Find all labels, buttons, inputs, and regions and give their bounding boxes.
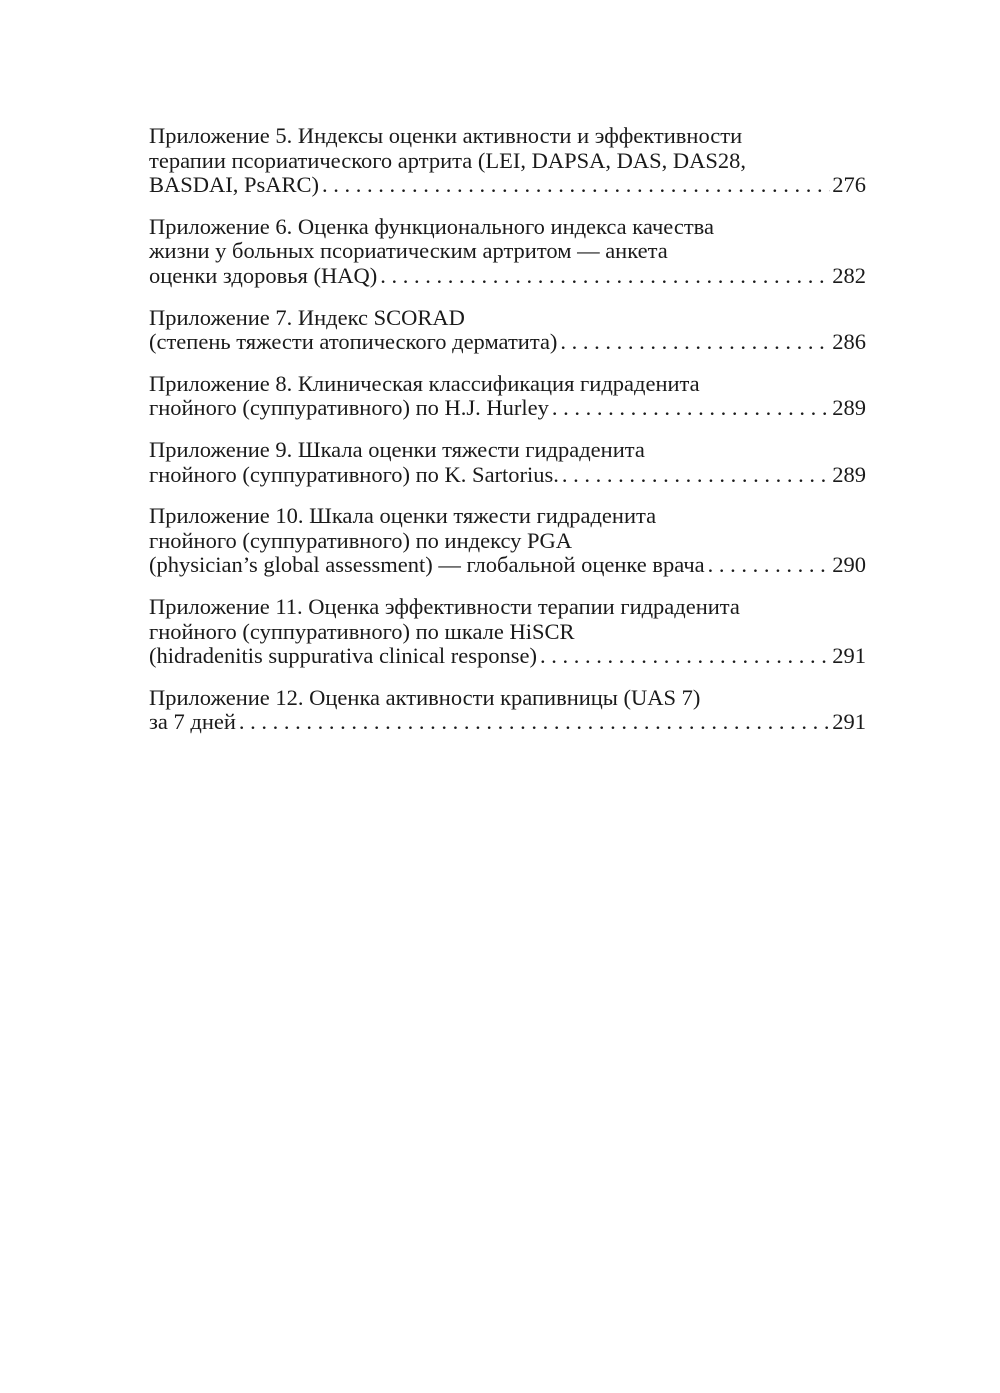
toc-entry-last-line <box>149 463 866 488</box>
toc-entry-text-line: гнойного (суппуративного) по K. Sartorius. <box>149 461 559 487</box>
toc-entry-text-line: оценки здоровья (HAQ) <box>149 262 378 288</box>
page-number: 276 <box>832 172 866 198</box>
page-number: 282 <box>832 262 866 288</box>
page-number: 291 <box>832 709 866 735</box>
toc-entry-appendix-11[interactable] <box>149 595 866 669</box>
table-of-contents <box>149 124 866 752</box>
toc-entry-text-line: гнойного (суппуративного) по H.J. Hurley <box>149 395 549 421</box>
toc-entry-appendix-12[interactable] <box>149 686 866 735</box>
dot-leader <box>380 264 830 289</box>
page-number: 289 <box>832 395 866 421</box>
toc-entry-last-line <box>149 710 866 735</box>
page-number: 290 <box>832 552 866 578</box>
toc-entry-text-line: Приложение 12. Оценка активности крапивницы (UAS 7) <box>149 684 701 710</box>
toc-entry-text-line: гнойного (суппуративного) по индексу PGA <box>149 527 573 553</box>
toc-entry-text-line: Приложение 5. Индексы оценки активности и эффективности <box>149 123 743 148</box>
toc-entry-text-line: Приложение 9. Шкала оценки тяжести гидраденита <box>149 436 645 462</box>
toc-entry-appendix-5[interactable] <box>149 124 866 198</box>
toc-entry-last-line <box>149 173 866 198</box>
dot-leader <box>540 644 830 669</box>
toc-entry-text-line: (степень тяжести атопического дерматита) <box>149 329 558 355</box>
toc-entry-appendix-7[interactable] <box>149 306 866 355</box>
toc-entry-last-line <box>149 553 866 578</box>
toc-entry-appendix-6[interactable] <box>149 215 866 289</box>
toc-entry-text-line: Приложение 6. Оценка функционального индекса качества <box>149 213 714 239</box>
toc-entry-last-line <box>149 644 866 669</box>
toc-entry-last-line <box>149 264 866 289</box>
page-number: 286 <box>832 329 866 355</box>
toc-entry-appendix-10[interactable] <box>149 504 866 578</box>
toc-entry-text-line: за 7 дней <box>149 709 236 735</box>
toc-entry-text-line: Приложение 8. Клиническая классификация гидраденита <box>149 370 700 396</box>
page-number: 289 <box>832 461 866 487</box>
toc-entry-text-line: гнойного (суппуративного) по шкале HiSCR <box>149 618 575 644</box>
dot-leader <box>562 463 830 488</box>
dot-leader <box>708 553 831 578</box>
toc-entry-text-line: Приложение 10. Шкала оценки тяжести гидраденита <box>149 503 657 529</box>
toc-entry-text-line: Приложение 11. Оценка эффективности терапии гидраденита <box>149 593 740 619</box>
toc-entry-text-line: BASDAI, PsARC) <box>149 172 320 198</box>
dot-leader <box>560 330 830 355</box>
dot-leader <box>322 173 830 198</box>
toc-entry-last-line <box>149 396 866 421</box>
toc-entry-last-line <box>149 330 866 355</box>
page-number: 291 <box>832 643 866 669</box>
toc-entry-text-line: жизни у больных псориатическим артритом — анкета <box>149 238 668 264</box>
toc-entry-text-line: Приложение 7. Индекс SCORAD <box>149 304 465 330</box>
toc-entry-text-line: (hidradenitis suppurativa clinical response) <box>149 643 538 669</box>
toc-entry-appendix-9[interactable] <box>149 438 866 487</box>
toc-entry-text-line: терапии псориатического артрита (LEI, DAPSA, DAS, DAS28, <box>149 147 746 173</box>
toc-entry-appendix-8[interactable] <box>149 372 866 421</box>
dot-leader <box>239 710 830 735</box>
toc-entry-text-line: (physician’s global assessment) — глобальной оценке врача <box>149 552 705 578</box>
dot-leader <box>552 396 830 421</box>
